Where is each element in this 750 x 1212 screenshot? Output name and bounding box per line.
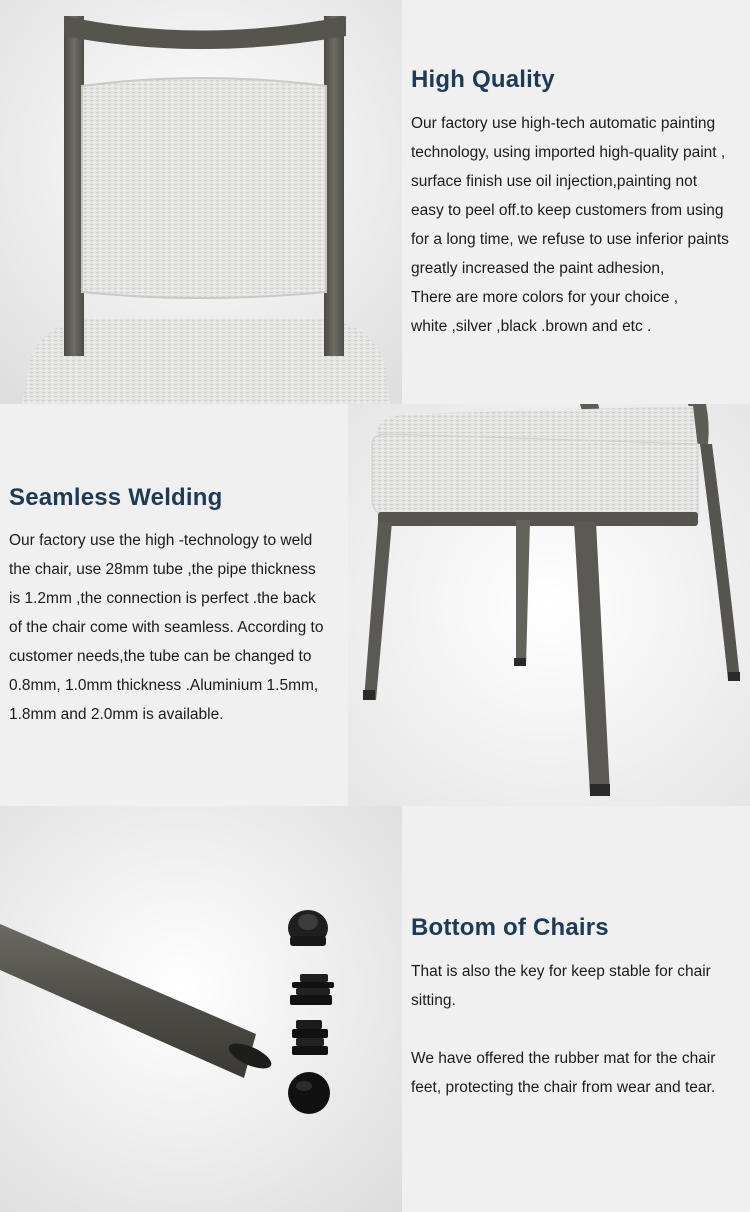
text-line: surface finish use oil injection,painting not bbox=[411, 173, 698, 190]
chair-seat-legs-image bbox=[348, 404, 750, 806]
text-line: for a long time, we refuse to use inferior paints bbox=[411, 231, 729, 248]
text-line: 1.8mm and 2.0mm is available. bbox=[9, 706, 224, 723]
high-quality-description bbox=[411, 109, 729, 341]
section-high-quality bbox=[0, 0, 750, 404]
text-line: technology, using imported high-quality paint , bbox=[411, 144, 726, 161]
seamless-welding-description bbox=[9, 526, 323, 729]
text-line: There are more colors for your choice , bbox=[411, 289, 679, 306]
text-line: easy to peel off.to keep customers from using bbox=[411, 202, 724, 219]
chair-leg-and-caps-image bbox=[0, 806, 402, 1212]
text-line: Our factory use the high -technology to weld bbox=[9, 532, 313, 549]
text-line: of the chair come with seamless. According to bbox=[9, 619, 324, 636]
text-line: is 1.2mm ,the connection is perfect .the back bbox=[9, 590, 316, 607]
text-line: white ,silver ,black .brown and etc . bbox=[411, 318, 652, 335]
text-line: feet, protecting the chair from wear and tear. bbox=[411, 1079, 716, 1096]
heading-high-quality: High Quality bbox=[411, 66, 555, 93]
text-line: customer needs,the tube can be changed to bbox=[9, 648, 312, 665]
heading-bottom-of-chairs: Bottom of Chairs bbox=[411, 914, 609, 941]
rubber-cap-round bbox=[288, 910, 328, 946]
text-line: Our factory use high-tech automatic painting bbox=[411, 115, 716, 132]
text-line: the chair, use 28mm tube ,the pipe thickness bbox=[9, 561, 316, 578]
text-line: We have offered the rubber mat for the chair bbox=[411, 1050, 716, 1067]
bottom-of-chairs-description bbox=[411, 957, 715, 1102]
text-line: greatly increased the paint adhesion, bbox=[411, 260, 665, 277]
section-seamless-welding bbox=[0, 404, 750, 806]
section-bottom-of-chairs bbox=[0, 806, 750, 1212]
chair-back-image bbox=[0, 0, 402, 404]
text-line: That is also the key for keep stable for chair bbox=[411, 963, 711, 980]
rubber-mat-disc bbox=[288, 1072, 330, 1114]
heading-seamless-welding: Seamless Welding bbox=[9, 484, 223, 511]
text-line: sitting. bbox=[411, 992, 456, 1009]
text-line: 0.8mm, 1.0mm thickness .Aluminium 1.5mm, bbox=[9, 677, 319, 694]
